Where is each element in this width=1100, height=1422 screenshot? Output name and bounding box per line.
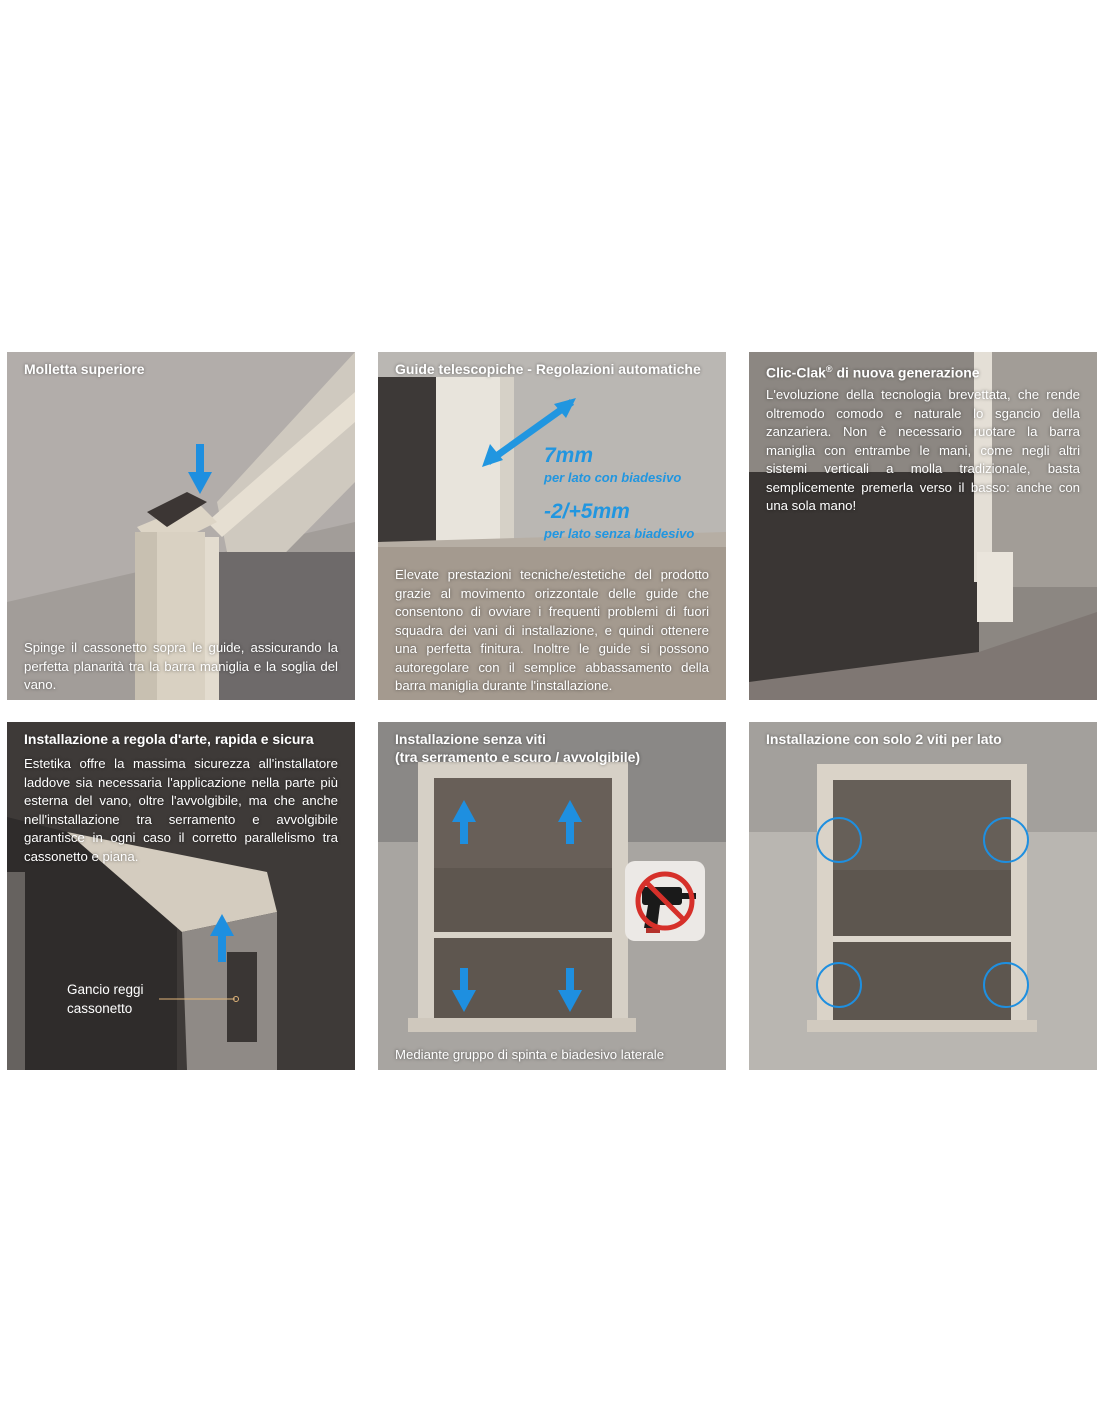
- panel-text: Elevate prestazioni tecniche/estetiche del prodotto grazie al movimento orizzontale delle guide che consentono di ovviare i frequenti problemi di fuori squadra dei vani di installazione, e quindi ottenere una perfetta finitura. Inoltre le guide si possono autoregolare con il semplice abbassamento della barra maniglia durante l'installazione.: [395, 567, 709, 693]
- panel-text: Spinge il cassonetto sopra le guide, assicurando la perfetta planarità tra la barra maniglia e la soglia del vano.: [24, 640, 338, 692]
- no-drill-icon: [624, 860, 706, 942]
- panel-clic-clak: [749, 352, 1097, 700]
- window-photo: [749, 722, 1097, 1070]
- panel-title: Guide telescopiche - Regolazioni automatiche: [395, 361, 701, 377]
- panel-guide-telescopiche: [378, 352, 726, 700]
- screw-position-circle-icon: [983, 817, 1029, 863]
- panel-installazione-2-viti: [749, 722, 1097, 1070]
- panel-title: Installazione senza viti (tra serramento e scuro / avvolgibile): [395, 731, 641, 765]
- panel-title: Molletta superiore: [24, 361, 145, 377]
- panel-text: Mediante gruppo di spinta e biadesivo laterale: [395, 1047, 665, 1062]
- measure-without-adhesive-note: per lato senza biadesivo: [544, 526, 695, 541]
- callout-gancio-line2: cassonetto: [67, 1001, 133, 1016]
- panel-text: L'evoluzione della tecnologia brevettata, che rende oltremodo comodo e naturale lo sgancio della zanzariera. Non è necessario ruotare la barra maniglia con entrambe le mani, come negli altri sistemi verticali a molla tradizionale, basta semplicemente premerla verso il basso: anche con una sola mano!: [766, 387, 1080, 513]
- panel-text: Estetika offre la massima sicurezza all'installatore laddove sia necessaria l'applicazione nella parte più esterna del vano, oltre l'avvolgibile, ma che anche nell'installazione tra serramento e avvolgibile garantisce in ogni caso il corretto parallelismo tra cassonetto e piana.: [24, 756, 338, 864]
- panel-installazione-senza-viti: [378, 722, 726, 1070]
- screw-position-circle-icon: [816, 962, 862, 1008]
- panel-title: Clic-Clak® di nuova generazione: [766, 364, 980, 381]
- screw-position-circle-icon: [816, 817, 862, 863]
- screw-position-circle-icon: [983, 962, 1029, 1008]
- panel-title: Installazione con solo 2 viti per lato: [766, 731, 1002, 747]
- panel-title: Installazione a regola d'arte, rapida e sicura: [24, 731, 314, 747]
- measure-without-adhesive: -2/+5mm: [544, 500, 630, 523]
- callout-gancio-line1: Gancio reggi: [67, 982, 144, 997]
- panel-installazione-regola-arte: [7, 722, 355, 1070]
- measure-with-adhesive: 7mm: [544, 444, 594, 467]
- measure-with-adhesive-note: per lato con biadesivo: [544, 470, 682, 485]
- panel-molletta-superiore: [7, 352, 355, 700]
